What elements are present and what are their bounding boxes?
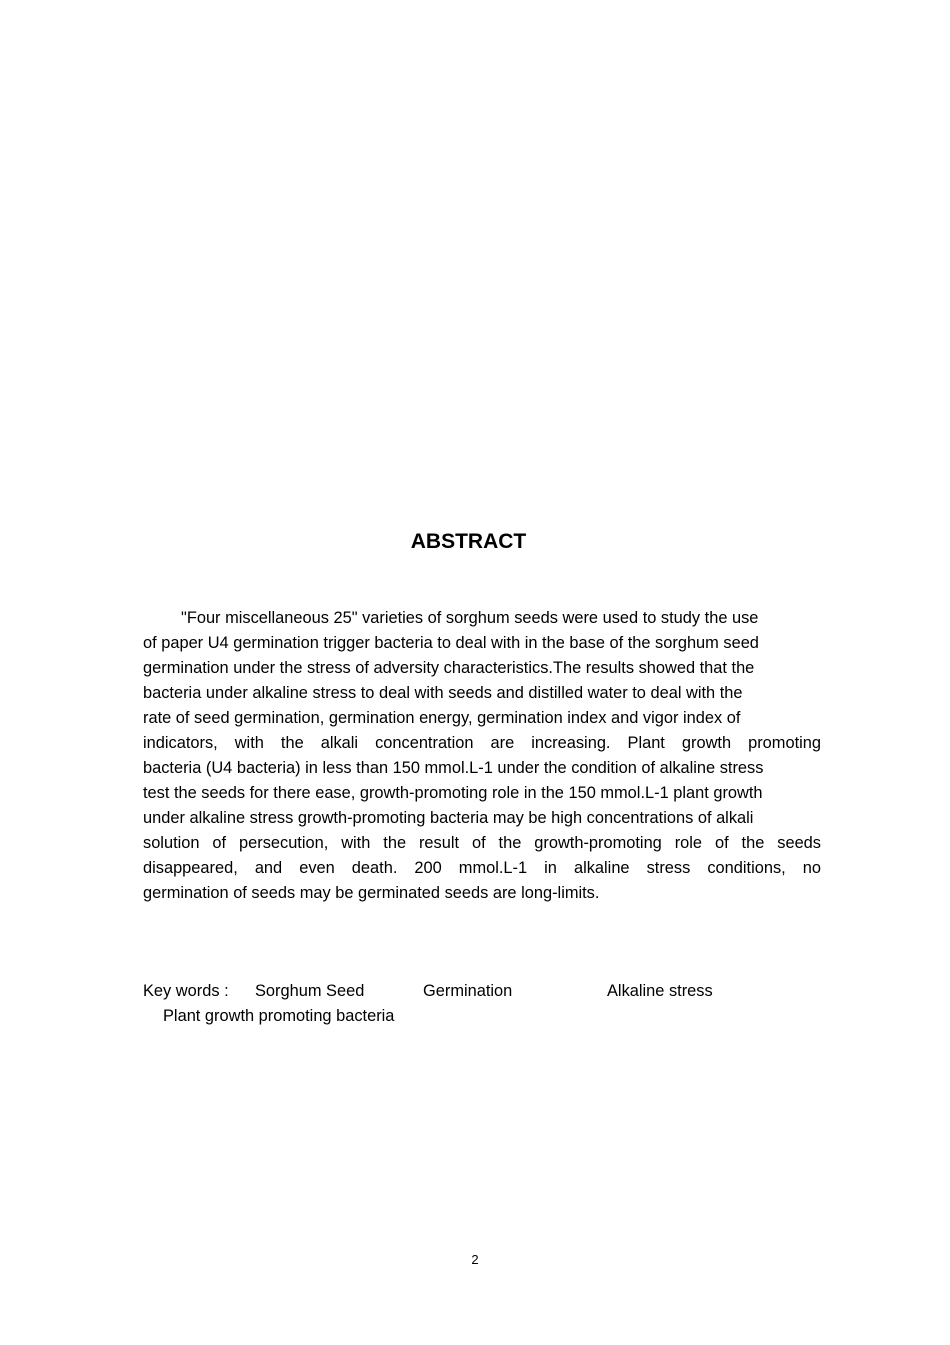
abstract-line: under alkaline stress growth-promoting bacteria may be high concentrations of alkali: [143, 809, 754, 827]
abstract-line: disappeared, and even death. 200 mmol.L-1 in alkaline stress conditions, no: [143, 859, 821, 877]
abstract-line: rate of seed germination, germination energy, germination index and vigor index of: [143, 709, 741, 727]
abstract-line: solution of persecution, with the result of the growth-promoting role of the seeds: [143, 834, 821, 852]
keyword-item: Alkaline stress: [607, 982, 713, 1000]
abstract-line: bacteria under alkaline stress to deal with seeds and distilled water to deal with the: [143, 684, 743, 702]
abstract-body: [143, 606, 821, 906]
keywords-section: [143, 979, 843, 1029]
abstract-line: bacteria (U4 bacteria) in less than 150 mmol.L-1 under the condition of alkaline stress: [143, 759, 764, 777]
abstract-line: test the seeds for there ease, growth-promoting role in the 150 mmol.L-1 plant growth: [143, 784, 763, 802]
keyword-item: Sorghum Seed: [255, 982, 365, 1000]
keywords-row: [143, 1004, 843, 1029]
page-number: 2: [471, 1252, 479, 1267]
abstract-line: "Four miscellaneous 25" varieties of sorghum seeds were used to study the use: [181, 609, 759, 627]
abstract-line: indicators, with the alkali concentration are increasing. Plant growth promoting: [143, 734, 821, 752]
keywords-row: [143, 979, 843, 1004]
abstract-line: of paper U4 germination trigger bacteria to deal with in the base of the sorghum seed: [143, 634, 759, 652]
abstract-heading: ABSTRACT: [410, 530, 527, 553]
keyword-item: Germination: [423, 982, 513, 1000]
abstract-line: germination of seeds may be germinated seeds are long-limits.: [143, 884, 600, 902]
abstract-line: germination under the stress of adversity characteristics.The results showed that the: [143, 659, 755, 677]
keyword-item: Plant growth promoting bacteria: [163, 1007, 395, 1025]
keywords-label: Key words :: [143, 982, 229, 1000]
